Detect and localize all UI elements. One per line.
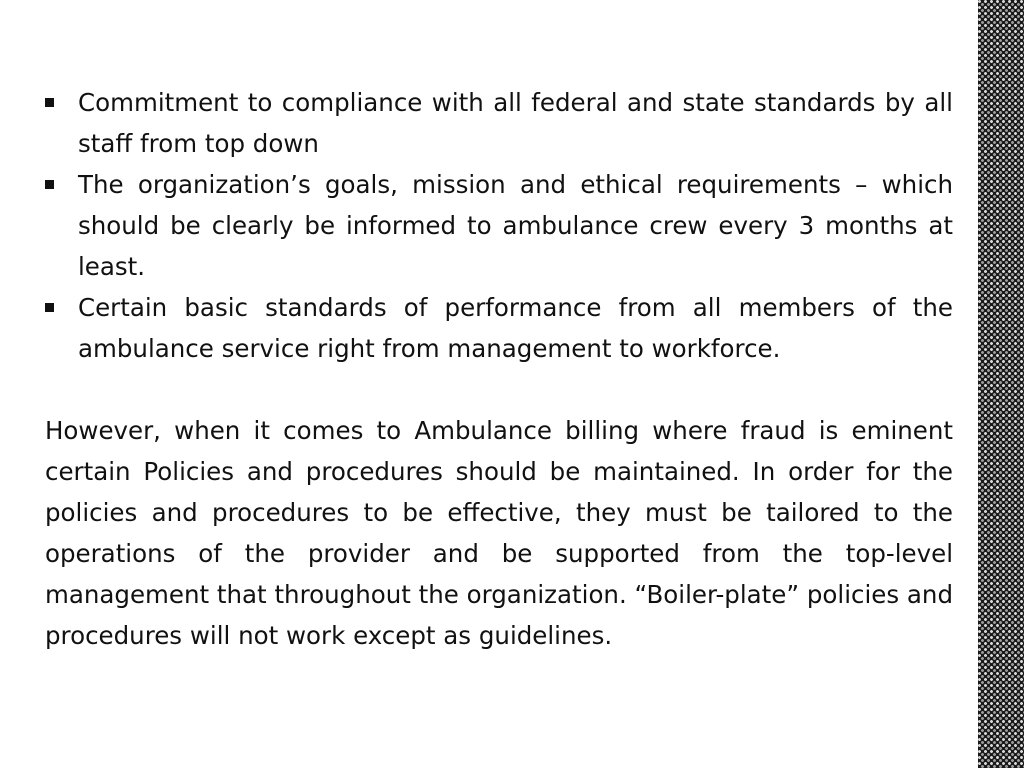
bullet-text: Certain basic standards of performance from all members of the ambulance service right from management to workforce. xyxy=(78,293,953,363)
square-bullet-icon xyxy=(45,303,54,312)
bullet-text: The organization’s goals, mission and ethical requirements – which should be clearly be informed to ambulance crew every 3 months at least. xyxy=(78,170,953,281)
bullet-text: Commitment to compliance with all federal and state standards by all staff from top down xyxy=(78,88,953,158)
slide-content xyxy=(45,82,953,656)
bullet-item-compliance xyxy=(45,82,953,164)
square-bullet-icon xyxy=(45,180,54,189)
square-bullet-icon xyxy=(45,98,54,107)
bullet-item-goals xyxy=(45,164,953,287)
body-paragraph: However, when it comes to Ambulance billing where fraud is eminent certain Policies and procedures should be maintained. In order for the policies and procedures to be effective, they must be tailored to the operations of the provider and be supported from the top-level management that throughout the organization. “Boiler-plate” policies and procedures will not work except as guidelines. xyxy=(45,416,953,650)
bullet-item-standards xyxy=(45,287,953,369)
decorative-side-band xyxy=(978,0,1024,768)
bullet-list xyxy=(45,82,953,369)
